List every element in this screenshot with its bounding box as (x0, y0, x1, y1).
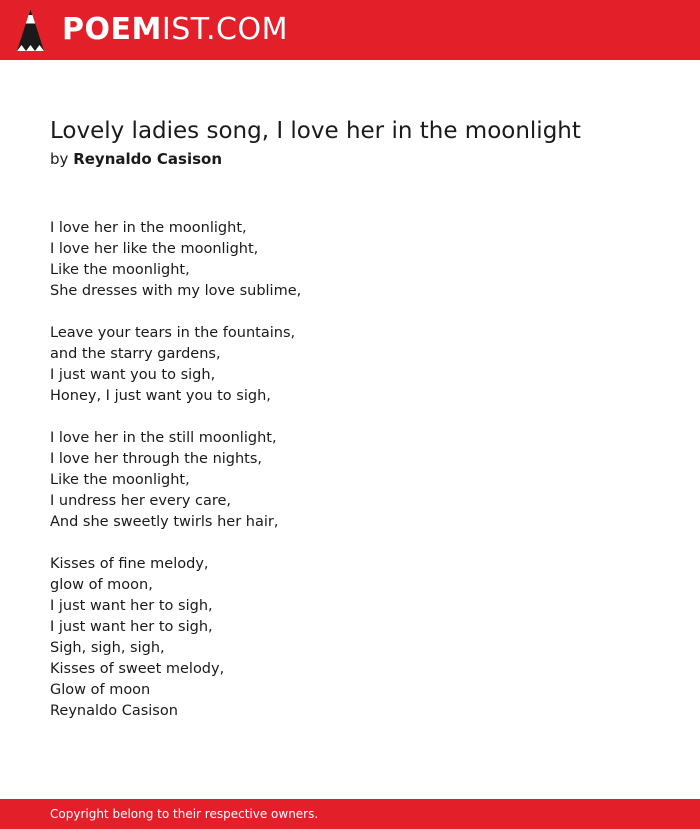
poem-line: I just want you to sigh, (50, 367, 216, 383)
poem-body (50, 218, 650, 722)
poem-stanza (50, 218, 650, 302)
site-header (0, 0, 700, 60)
copyright-notice: Copyright belong to their respective owners. (50, 807, 319, 821)
logo-text-bold: POEM (62, 12, 162, 47)
poem-line: Glow of moon (50, 682, 151, 698)
poem-line: Leave your tears in the fountains, (50, 325, 296, 341)
poem-line: I love her in the moonlight, (50, 220, 247, 236)
poem-title: Lovely ladies song, I love her in the moonlight (50, 118, 581, 144)
poem-line: glow of moon, (50, 577, 153, 593)
poem-line: and the starry gardens, (50, 346, 221, 362)
poem-line: I love her in the still moonlight, (50, 430, 277, 446)
poem-stanza (50, 554, 650, 722)
poem-line: I love her through the nights, (50, 451, 263, 467)
poem-line: Like the moonlight, (50, 472, 190, 488)
site-logo[interactable] (62, 12, 288, 48)
poem-line: Like the moonlight, (50, 262, 190, 278)
poem-stanza (50, 428, 650, 533)
poem-line: Honey, I just want you to sigh, (50, 388, 271, 404)
poem-stanza (50, 323, 650, 407)
poem-line: I love her like the moonlight, (50, 241, 259, 257)
pencil-logo-icon[interactable] (17, 9, 44, 51)
poem-line: Reynaldo Casison (50, 703, 178, 719)
poem-line: I undress her every care, (50, 493, 232, 509)
poem-line: She dresses with my love sublime, (50, 283, 302, 299)
poem-byline (50, 148, 222, 170)
logo-text-light: IST.COM (161, 12, 288, 47)
poem-line: Kisses of fine melody, (50, 556, 209, 572)
by-label: by (50, 150, 69, 168)
site-footer (0, 799, 700, 829)
poem-line: And she sweetly twirls her hair, (50, 514, 279, 530)
poem-author: Reynaldo Casison (73, 150, 223, 168)
poem-line: Sigh, sigh, sigh, (50, 640, 165, 656)
poem-line: I just want her to sigh, (50, 619, 213, 635)
poem-line: I just want her to sigh, (50, 598, 213, 614)
poem-line: Kisses of sweet melody, (50, 661, 225, 677)
